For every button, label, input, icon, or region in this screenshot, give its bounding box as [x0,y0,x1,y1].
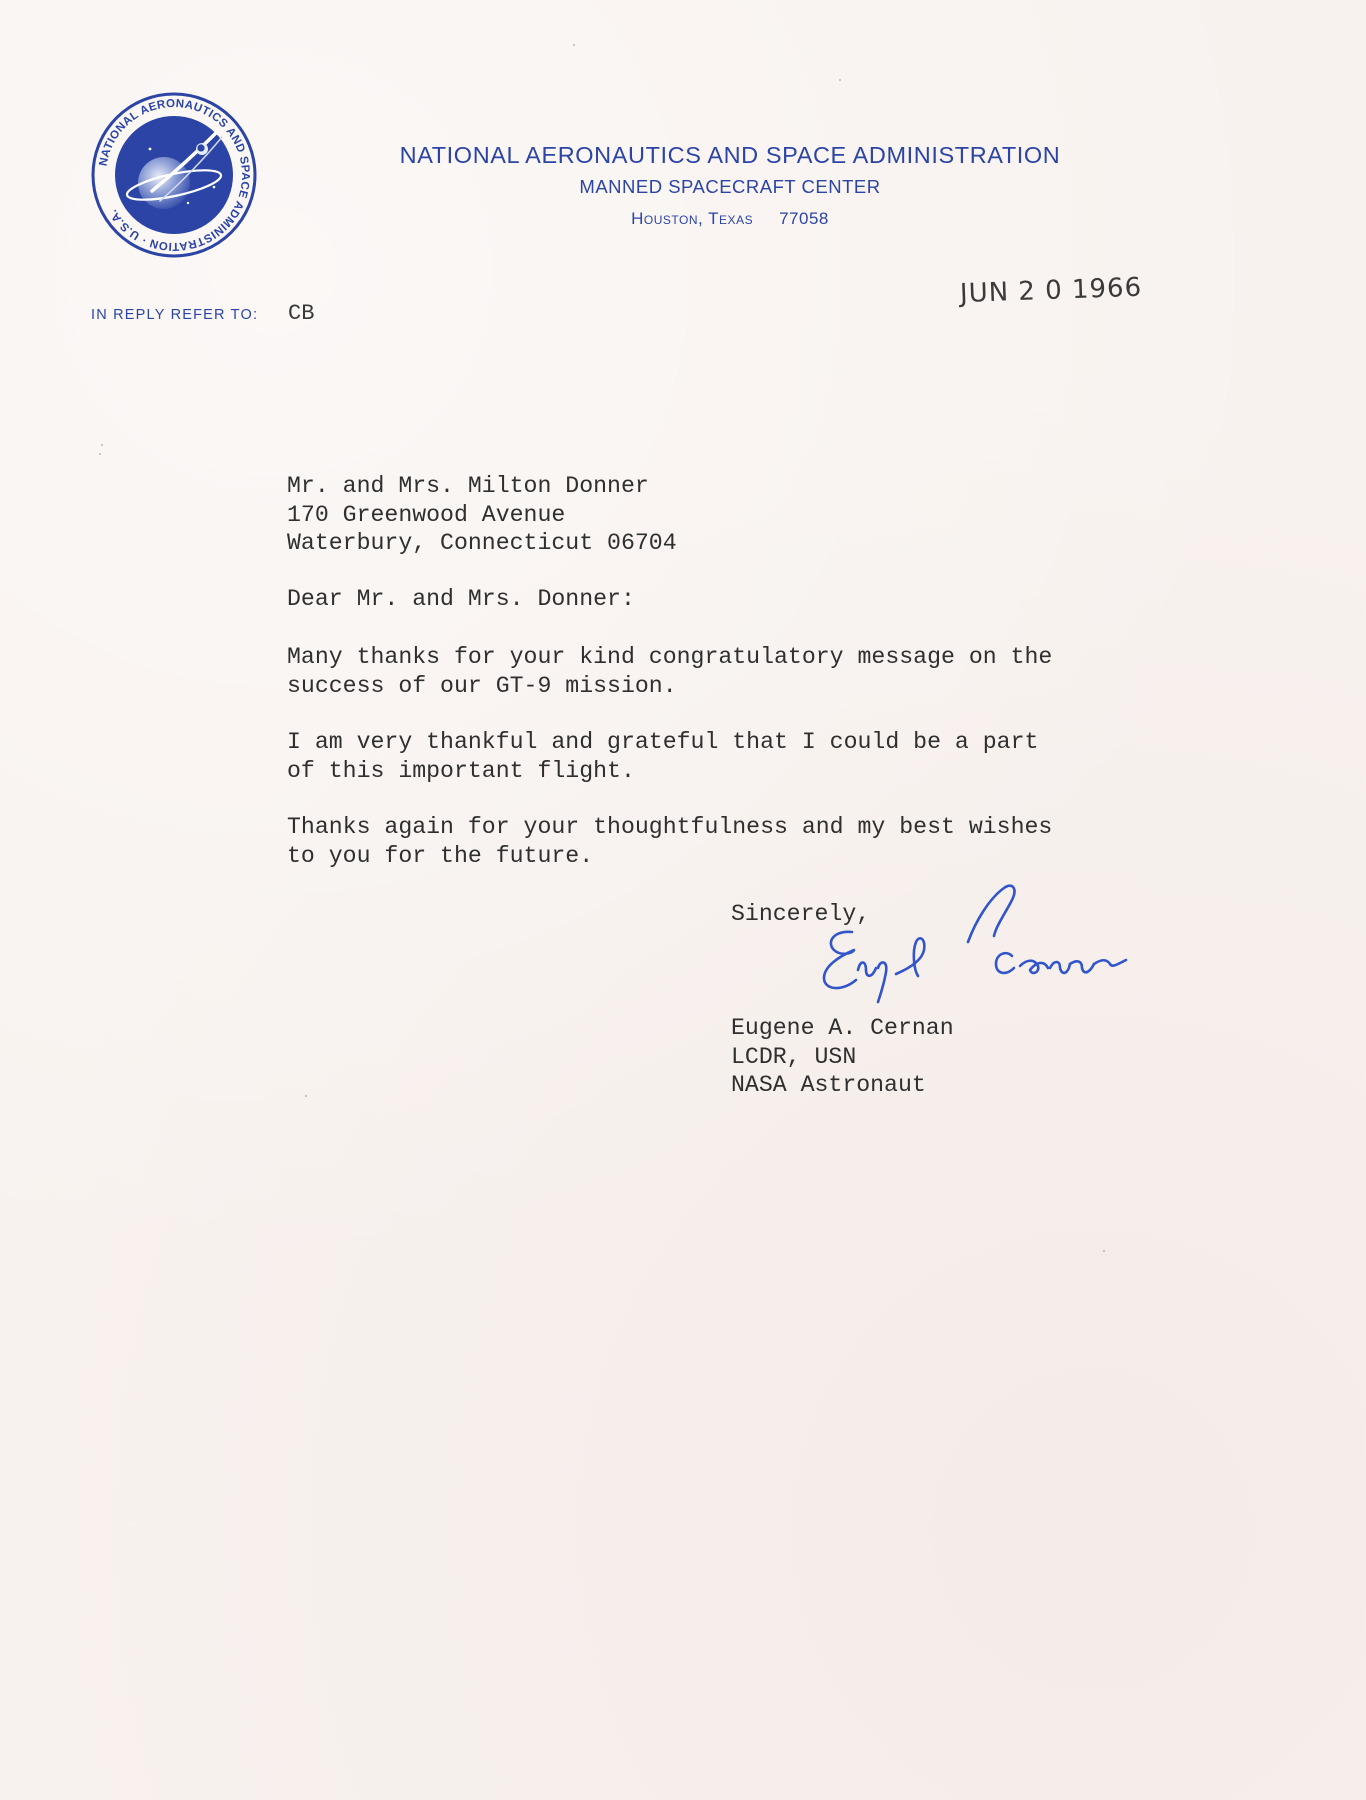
paper-speck [573,44,575,46]
paragraph-line: I am very thankful and grateful that I could be a part [287,729,1039,755]
center-address [330,204,1130,234]
seal-text: NATIONAL AERONAUTICS AND SPACE ADMINISTRATION · U.S.A. [97,97,252,253]
paragraph-line: of this important flight. [287,757,635,784]
paper-speck [99,453,101,455]
salutation: Dear Mr. and Mrs. Donner: [287,586,635,612]
reply-refer-label: IN REPLY REFER TO: [91,307,259,323]
paragraph-line: Thanks again for your thoughtfulness and my best wishes [287,814,1053,840]
paper-speck [839,79,841,81]
recipient-street: 170 Greenwood Avenue [287,501,566,528]
signer-rank: LCDR, USN [731,1043,857,1070]
body-paragraph-1 [287,643,1052,700]
date-stamp: JUN 2 0 1966 [959,272,1143,309]
organization-name: NATIONAL AERONAUTICS AND SPACE ADMINISTRATION [399,142,1061,168]
letterhead [330,140,1130,234]
body-paragraph-2 [287,728,1038,785]
paragraph-line: Many thanks for your kind congratulatory message on the [287,644,1053,670]
body-paragraph-3 [287,813,1052,870]
handwritten-signature [800,880,1160,1010]
recipient-city: Waterbury, Connecticut 06704 [287,530,677,556]
nasa-seal-logo [90,91,258,259]
paper-speck [101,444,103,446]
paragraph-line: success of our GT-9 mission. [287,672,677,699]
signature-block [731,1014,954,1100]
paper-speck [305,1095,307,1097]
paper-speck [1103,1250,1105,1252]
recipient-name: Mr. and Mrs. Milton Donner [287,473,649,499]
reply-refer-code: CB [288,301,315,326]
center-zip: 77058 [779,209,829,228]
center-name: MANNED SPACECRAFT CENTER [579,176,881,197]
signer-title: NASA Astronaut [731,1072,926,1098]
paragraph-line: to you for the future. [287,842,594,869]
signer-name: Eugene A. Cernan [731,1015,954,1041]
closing: Sincerely, [731,901,871,927]
center-city: Houston, Texas [631,209,754,228]
recipient-address [287,472,677,558]
